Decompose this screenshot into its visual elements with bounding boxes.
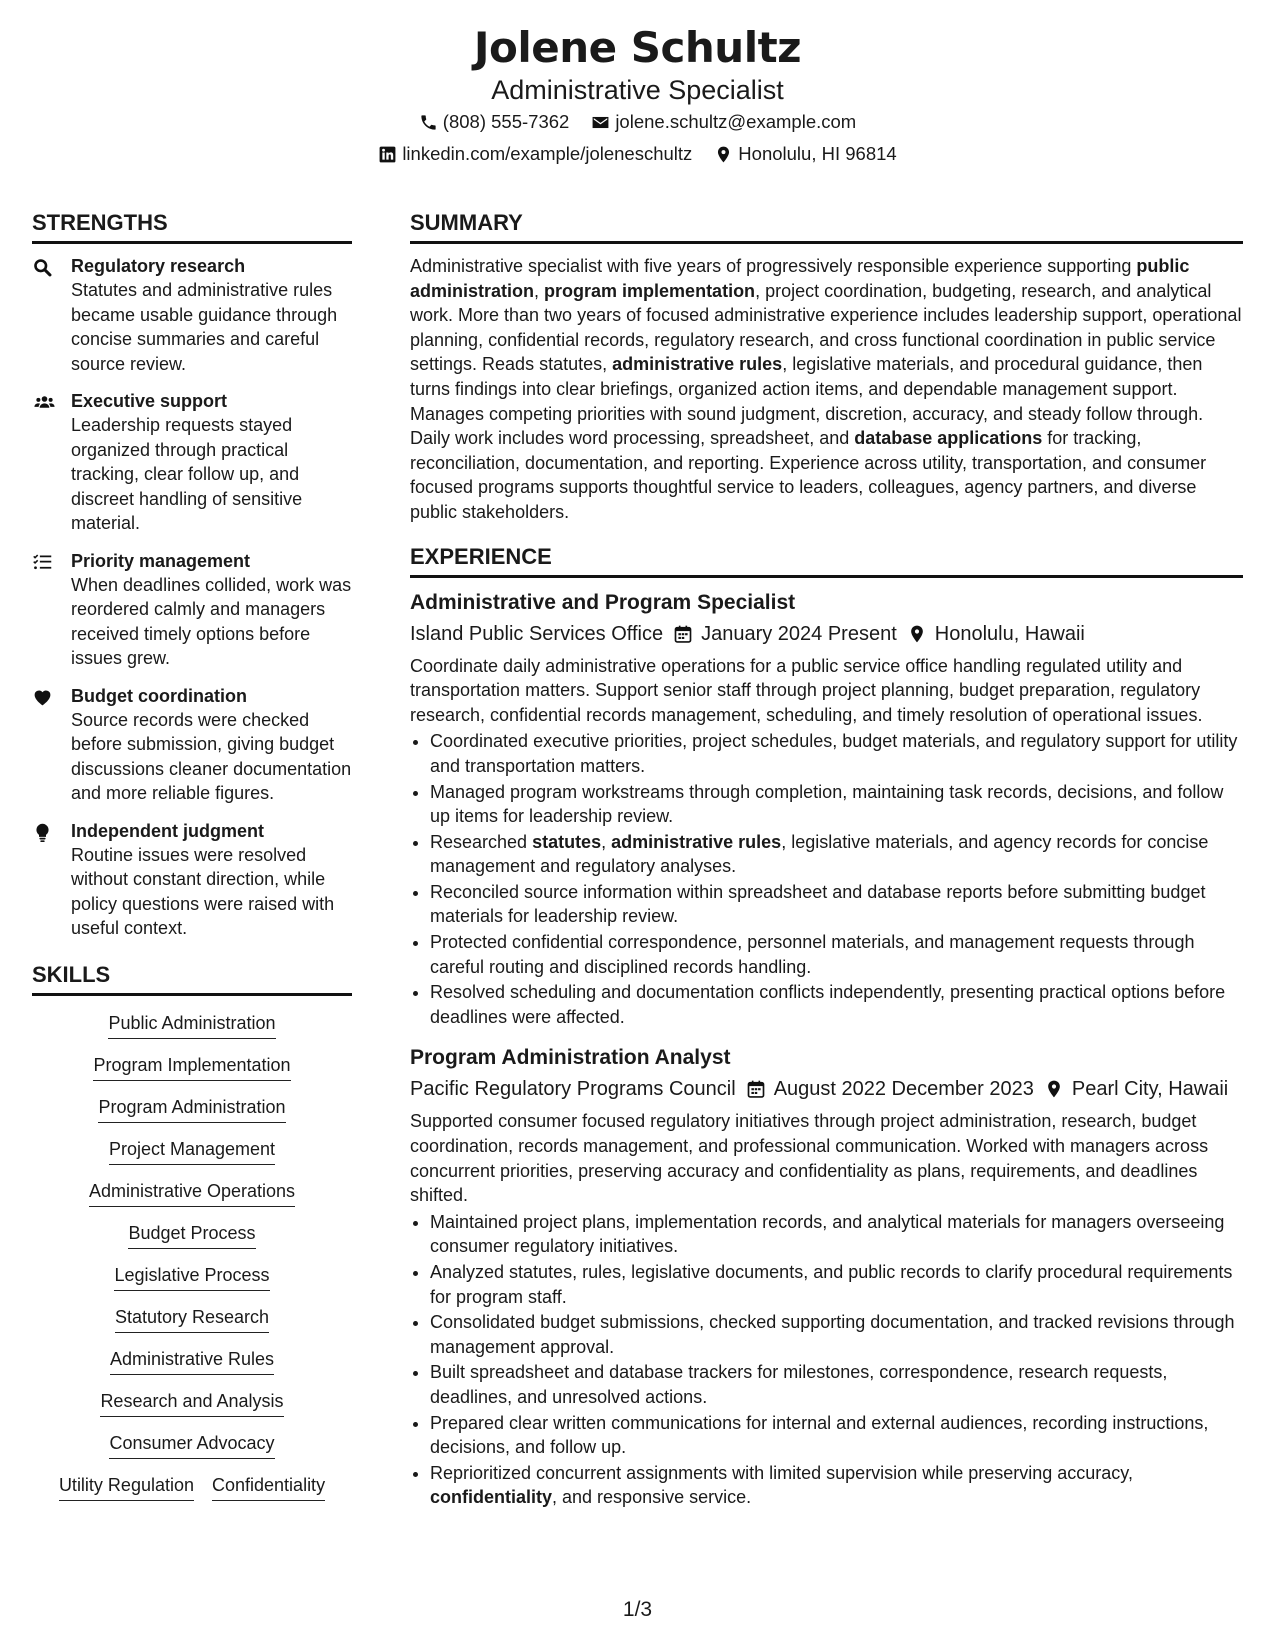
job-entry — [410, 1043, 1243, 1510]
job-bullet — [430, 880, 1243, 929]
job-entry — [410, 588, 1243, 1030]
job-bullet — [430, 830, 1243, 879]
strength-title: Regulatory research — [71, 256, 246, 276]
skill-tag: Program Implementation — [93, 1054, 290, 1081]
bold-text: administrative rules — [612, 354, 783, 375]
job-description: Coordinate daily administrative operations for a public service office handling regulated utility and transportation matters. Support senior staff through project planning, budget preparation, regulatory research, confidential records management, scheduling, and timely resolution of operational issues. — [410, 655, 1203, 725]
text-run: Coordinated executive priorities, project schedules, budget materials, and regulatory support for utility and transportation matters. — [430, 731, 1238, 776]
text-run: Researched — [430, 831, 533, 852]
job-location: Pearl City, Hawaii — [1071, 1078, 1229, 1101]
candidate-name: Jolene Schultz — [473, 23, 802, 72]
bold-text: statutes — [532, 831, 602, 852]
text-run: , legislative materials, and procedural guidance, then turns findings into clear briefings, organized action items, and dependable management support. Manages competing priorities with sound judgment, discretion, accuracy, and steady follow through. Daily work includes word processing, spreadsheet, and — [410, 354, 1204, 449]
skill-tag: Budget Process — [128, 1222, 255, 1249]
job-title: Administrative and Program Specialist — [410, 590, 796, 614]
strength-title: Independent judgment — [71, 820, 264, 841]
envelope-icon — [591, 113, 610, 132]
linkedin-url[interactable]: linkedin.com/example/joleneschultz — [402, 143, 693, 164]
company-name: Pacific Regulatory Programs Council — [410, 1078, 736, 1101]
job-meta — [410, 618, 1243, 650]
text-run: , project coordination, budgeting, research, and analytical work. More than two years of focused administrative experience includes leadership support, operational planning, confidential records, regulatory research, and cross functional coordination in public service settings. Reads statutes, — [410, 280, 1242, 375]
strength-item — [32, 819, 352, 941]
text-run: Consolidated budget submissions, checked supporting documentation, and tracked revisions through management approval. — [430, 1312, 1235, 1357]
left-column — [32, 205, 352, 1516]
map-pin-icon — [907, 624, 927, 644]
job-bullet — [430, 1260, 1243, 1309]
job-bullet — [430, 1360, 1243, 1409]
skill-tag: Administrative Rules — [110, 1348, 274, 1375]
job-dates: January 2024 Present — [701, 622, 897, 645]
job-bullets — [410, 1210, 1243, 1510]
strength-title: Priority management — [71, 550, 251, 571]
strength-desc: Statutes and administrative rules became usable guidance through concise summaries and careful source review. — [71, 280, 338, 374]
text-run: for tracking, reconciliation, documentation, and reporting. Experience across utility, transportation, and consumer focused programs supports thoughtful service to leaders, colleagues, agency partners, and diverse public stakeholders. — [410, 428, 1207, 522]
linkedin-icon — [378, 145, 397, 164]
job-bullet — [430, 1210, 1243, 1259]
map-pin-icon — [714, 145, 733, 164]
strength-desc: Leadership requests stayed organized through practical tracking, clear follow up, and discreet handling of sensitive material. — [71, 415, 303, 533]
linkedin-contact[interactable] — [378, 138, 692, 170]
bold-text: confidentiality — [430, 1487, 553, 1508]
text-run: , and responsive service. — [552, 1487, 752, 1508]
strength-desc: Source records were checked before submission, giving budget discussions cleaner documentation and more reliable figures. — [71, 709, 352, 803]
strength-item — [32, 254, 352, 376]
skill-tag: Statutory Research — [115, 1306, 269, 1333]
summary-heading: SUMMARY — [410, 205, 1243, 244]
location-text: Honolulu, HI 96814 — [738, 143, 897, 164]
list-check-icon — [32, 549, 71, 671]
page-number: 1/3 — [622, 1598, 653, 1621]
heart-icon — [32, 684, 71, 806]
strength-desc: Routine issues were resolved without constant direction, while policy questions were raised with useful context. — [71, 844, 335, 938]
right-column — [410, 205, 1243, 1524]
resume-header — [0, 22, 1275, 170]
text-run: Prepared clear written communications for internal and external audiences, recording instructions, decisions, and follow up. — [430, 1412, 1209, 1458]
email-address[interactable]: jolene.schultz@example.com — [615, 111, 857, 132]
job-title: Program Administration Analyst — [410, 1046, 731, 1070]
text-run: Built spreadsheet and database trackers for milestones, correspondence, research requests, deadlines, and unresolved actions. — [430, 1362, 1168, 1407]
location-contact — [714, 138, 896, 170]
strength-item — [32, 684, 352, 806]
email-contact[interactable] — [591, 106, 856, 138]
strength-desc: When deadlines collided, work was reordered calmly and managers received timely options before issues grew. — [71, 574, 352, 668]
strength-item — [32, 389, 352, 536]
bold-text: public administration — [410, 256, 1190, 301]
map-pin-icon — [1044, 1079, 1064, 1099]
text-run: , — [534, 280, 545, 301]
skill-tag: Consumer Advocacy — [109, 1432, 274, 1459]
contact-info — [0, 106, 1275, 170]
job-bullet — [430, 930, 1243, 979]
job-bullet — [430, 729, 1243, 778]
strengths-heading: STRENGTHS — [32, 205, 352, 244]
text-run: Reconciled source information within spreadsheet and database reports before submitting budget materials for leadership review. — [430, 881, 1206, 927]
text-run: Resolved scheduling and documentation conflicts independently, presenting practical options before deadlines were affected. — [430, 982, 1226, 1027]
skills-heading: SKILLS — [32, 957, 352, 996]
text-run: , — [601, 831, 612, 852]
text-run: Maintained project plans, implementation records, and analytical materials for managers overseeing consumer regulatory initiatives. — [430, 1211, 1225, 1257]
text-run: , legislative materials, and agency records for concise management and regulatory analyses. — [430, 831, 1209, 877]
job-meta — [410, 1073, 1243, 1105]
skill-tag: Project Management — [109, 1138, 275, 1165]
skill-tag: Program Administration — [98, 1096, 285, 1123]
skill-tag: Confidentiality — [212, 1474, 325, 1501]
job-bullet — [430, 1461, 1243, 1510]
company-name: Island Public Services Office — [410, 622, 664, 645]
calendar-icon — [673, 624, 693, 644]
phone-icon — [419, 113, 438, 132]
skill-tag: Public Administration — [108, 1012, 275, 1039]
job-description: Supported consumer focused regulatory initiatives through project administration, research, budget coordination, records management, and professional communication. Worked with managers across concurrent priorities, preserving accuracy and confidentiality as plans, requirements, and deadlines shifted. — [410, 1111, 1209, 1206]
skill-tag: Research and Analysis — [100, 1390, 283, 1417]
strength-item — [32, 549, 352, 671]
skills-section — [32, 957, 352, 1501]
strength-title: Budget coordination — [71, 685, 247, 706]
phone-contact — [419, 106, 570, 138]
job-bullet — [430, 980, 1243, 1029]
job-bullet — [430, 780, 1243, 829]
users-icon — [32, 389, 71, 536]
bold-text: database applications — [854, 428, 1043, 449]
job-bullet — [430, 1310, 1243, 1359]
text-run: Administrative specialist with five years of progressively responsible experience supporting — [410, 256, 1137, 276]
phone-number: (808) 555-7362 — [442, 111, 570, 132]
experience-heading: EXPERIENCE — [410, 539, 1243, 578]
text-run: Reprioritized concurrent assignments with limited supervision while preserving accuracy, — [430, 1462, 1133, 1483]
job-dates: August 2022 December 2023 — [773, 1078, 1034, 1101]
skill-tag: Administrative Operations — [89, 1180, 295, 1207]
lightbulb-icon — [32, 819, 71, 941]
bold-text: program implementation — [544, 280, 756, 301]
search-icon — [32, 254, 71, 376]
bold-text: administrative rules — [611, 831, 782, 852]
text-run: Managed program workstreams through completion, maintaining task records, decisions, and follow up items for leadership review. — [430, 781, 1224, 827]
job-bullets — [410, 729, 1243, 1029]
candidate-title: Administrative Specialist — [491, 75, 784, 105]
text-run: Analyzed statutes, rules, legislative documents, and public records to clarify procedural requirements for program staff. — [430, 1262, 1233, 1307]
job-location: Honolulu, Hawaii — [934, 622, 1085, 645]
strength-title: Executive support — [71, 391, 228, 411]
summary-text — [410, 254, 1243, 525]
calendar-icon — [746, 1079, 766, 1099]
job-bullet — [430, 1411, 1243, 1460]
skill-tag: Legislative Process — [114, 1264, 269, 1291]
skill-tag: Utility Regulation — [59, 1474, 194, 1501]
text-run: Protected confidential correspondence, personnel materials, and management requests through careful routing and disciplined records handling. — [430, 932, 1195, 977]
